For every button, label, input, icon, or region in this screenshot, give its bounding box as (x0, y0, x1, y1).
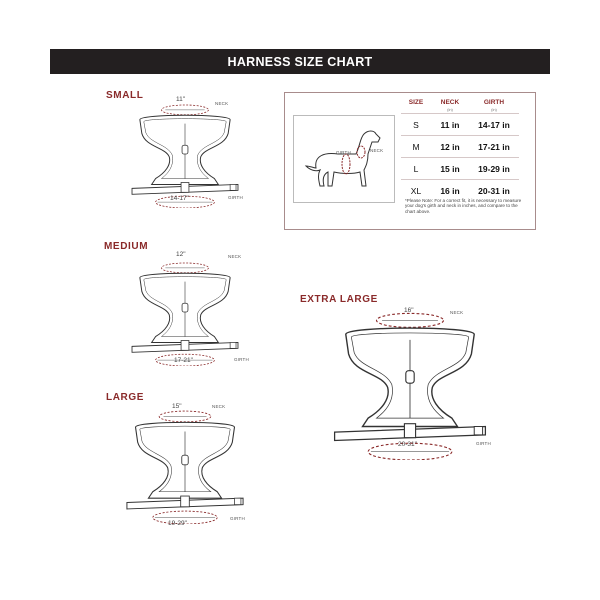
neck-column-header (431, 99, 469, 114)
medium-girth-label: GIRTH (234, 357, 249, 362)
xlarge-neck-label: NECK (450, 310, 464, 315)
large-girth-label: GIRTH (230, 516, 245, 521)
dog-girth-label: GIRTH (336, 150, 351, 155)
row-size: L (401, 158, 431, 180)
table-row (401, 158, 519, 180)
harness-shape (127, 411, 243, 524)
medium-harness-diagram (130, 262, 240, 366)
xlarge-girth-measure: 20-31" (398, 441, 417, 448)
row-neck: 11 in (431, 114, 469, 136)
table-row (401, 136, 519, 158)
size-chart-box (284, 92, 536, 230)
dog-illustration (294, 116, 394, 202)
small-neck-label: NECK (215, 101, 229, 106)
row-girth: 14-17 in (469, 114, 519, 136)
xlarge-size-title: EXTRA LARGE (300, 294, 378, 305)
dog-illustration-box (293, 115, 395, 203)
medium-girth-measure: 17-21" (174, 357, 193, 364)
large-neck-measure: 15" (172, 403, 182, 410)
row-size: M (401, 136, 431, 158)
small-harness-diagram (130, 104, 240, 208)
page-title-banner (50, 49, 550, 74)
xlarge-girth-label: GIRTH (476, 441, 491, 446)
small-girth-measure: 14-17" (170, 195, 189, 202)
large-harness-diagram (120, 410, 250, 524)
xlarge-harness-diagram (330, 312, 490, 460)
page-title: HARNESS SIZE CHART (227, 54, 373, 69)
row-neck: 15 in (431, 158, 469, 180)
harness-shape (132, 263, 238, 366)
large-girth-measure: 19-29" (168, 520, 187, 527)
row-size: XL (401, 180, 431, 202)
small-girth-label: GIRTH (228, 195, 243, 200)
row-neck: 16 in (431, 180, 469, 202)
row-girth: 17-21 in (469, 136, 519, 158)
size-header-label: SIZE (408, 99, 424, 106)
size-table-header-row (401, 99, 519, 114)
row-neck: 12 in (431, 136, 469, 158)
medium-neck-measure: 12" (176, 251, 186, 258)
medium-neck-label: NECK (228, 254, 242, 259)
fit-note: *Please Note: For a correct fit, it is necessary to measure your dog's girth and neck in inches, and compare to the chart above. (405, 198, 522, 214)
size-column-header (401, 99, 431, 114)
row-size: S (401, 114, 431, 136)
small-neck-measure: 11" (176, 96, 186, 103)
row-girth: 20-31 in (469, 180, 519, 202)
girth-unit-label: (in) (491, 107, 497, 112)
small-size-title: SMALL (106, 90, 144, 101)
girth-header-label: GIRTH (483, 99, 505, 106)
large-neck-label: NECK (212, 404, 226, 409)
harness-shape (335, 313, 486, 460)
dog-neck-label: NECK (370, 148, 384, 153)
medium-size-title: MEDIUM (104, 241, 149, 252)
row-girth: 19-29 in (469, 158, 519, 180)
size-table (401, 99, 519, 201)
neck-unit-label: (in) (447, 107, 453, 112)
harness-shape (132, 105, 238, 208)
xlarge-neck-measure: 16" (404, 307, 414, 314)
table-row (401, 114, 519, 136)
girth-column-header (469, 99, 519, 114)
large-size-title: LARGE (106, 392, 144, 403)
neck-header-label: NECK (440, 99, 460, 106)
